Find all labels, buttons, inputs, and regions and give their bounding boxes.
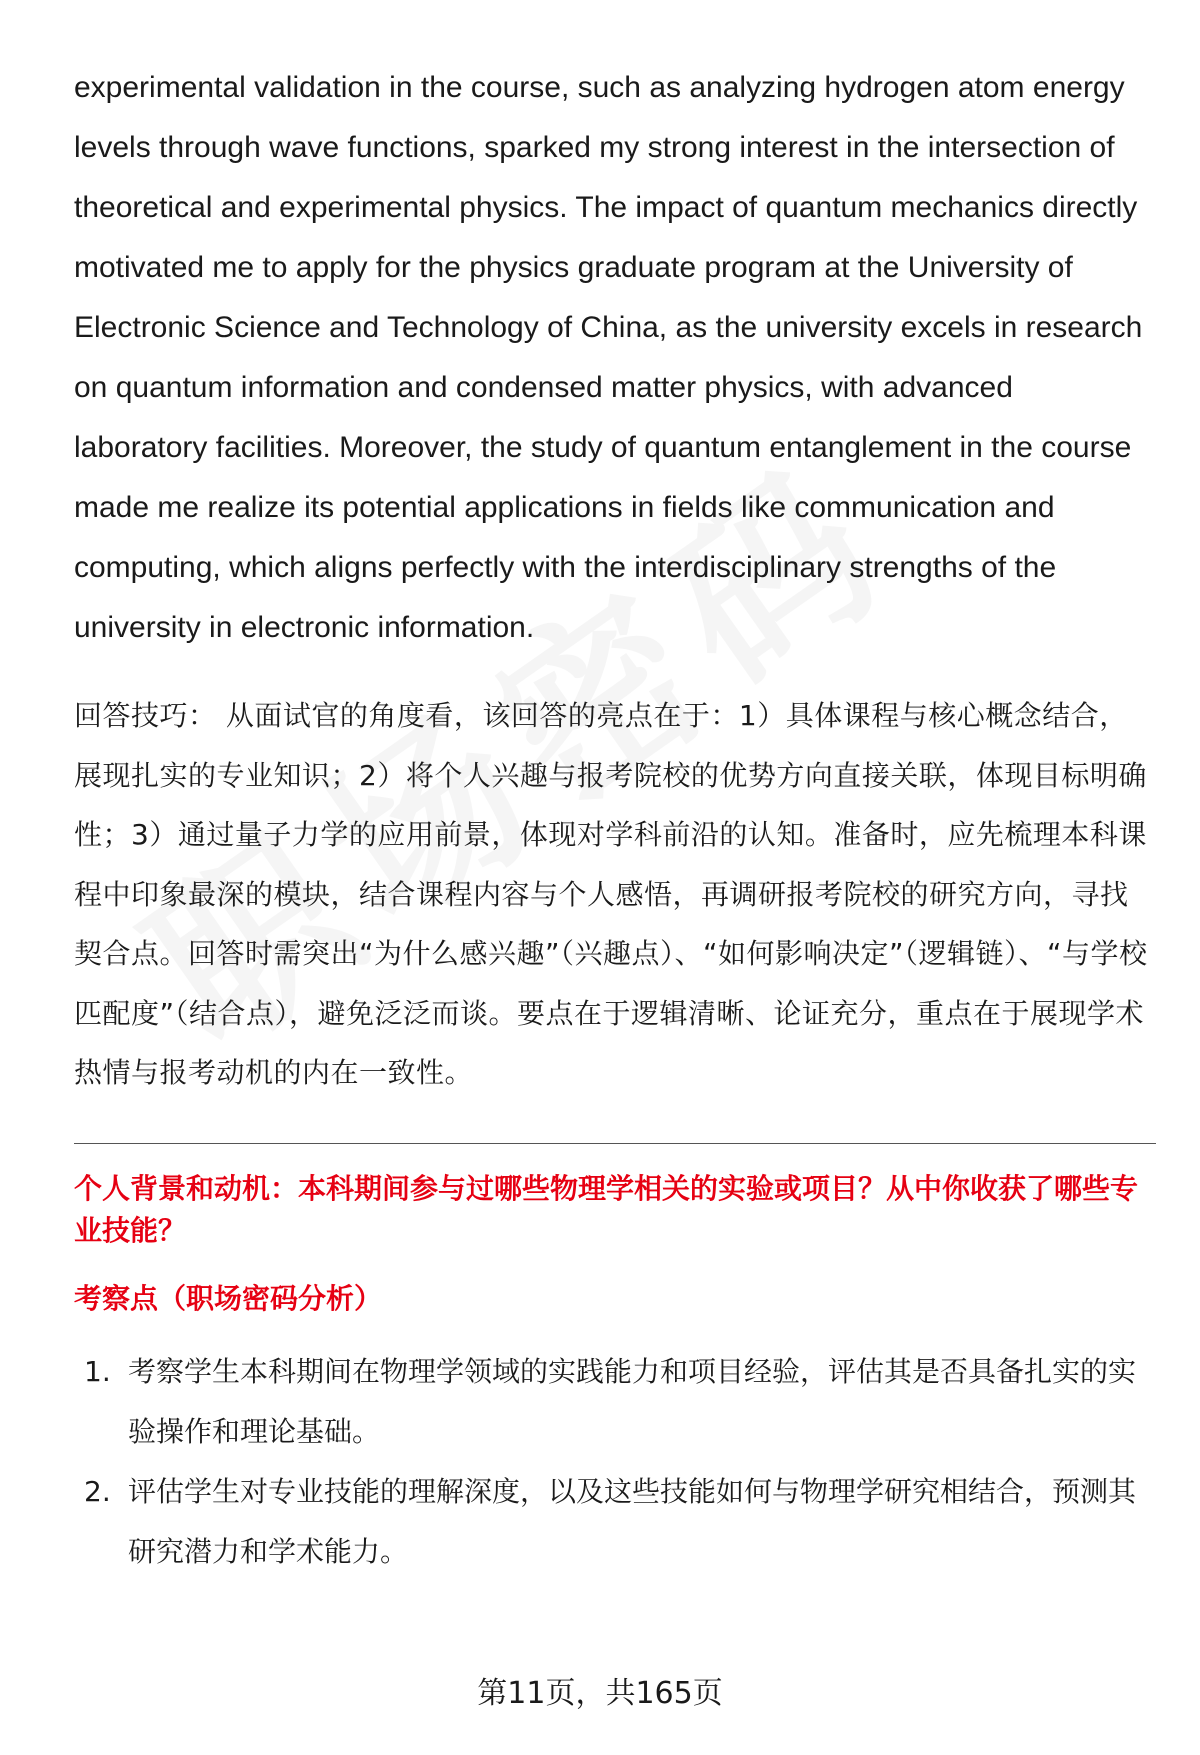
list-item-text: 考察学生本科期间在物理学领域的实践能力和项目经验，评估其是否具备扎实的实验操作和理论基础。: [128, 1354, 1137, 1448]
list-item: [74, 1342, 1154, 1462]
page-content: [74, 58, 1154, 1582]
assessment-point-list: [74, 1342, 1154, 1582]
section-divider: [74, 1143, 1156, 1144]
list-item-text: 评估学生对专业技能的理解深度，以及这些技能如何与物理学研究相结合，预测其研究潜力和学术能力。: [128, 1474, 1137, 1568]
assessment-heading: 考察点（职场密码分析）: [74, 1281, 383, 1315]
tips-text: 从面试官的角度看，该回答的亮点在于：1）具体课程与核心概念结合，展现扎实的专业知识；2）将个人兴趣与报考院校的优势方向直接关联，体现目标明确性；3）通过量子力学的应用前景，体现对学科前沿的认知。准备时，应先梳理本科课程中印象最深的模块，结合课程内容与个人感悟，再调研报考院校的研究方向，寻找契合点。回答时需突出“为什么感兴趣”（兴趣点）、“如何影响决定”（逻辑链）、“与学校匹配度”（结合点），避免泛泛而谈。要点在于逻辑清晰、论证充分，重点在于展现学术热情与报考动机的内在一致性。: [74, 699, 1148, 1089]
english-answer-paragraph: experimental validation in the course, such as analyzing hydrogen atom energy levels through wave functions, sparked my strong interest in the intersection of theoretical and experimental physics. The impact of quantum mechanics directly motivated me to apply for the physics graduate program at the University of Electronic Science and Technology of China, as the university excels in research on quantum information and condensed matter physics, with advanced laboratory facilities. Moreover, the study of quantum entanglement in the course made me realize its potential applications in fields like communication and computing, which aligns perfectly with the interdisciplinary strengths of the university in electronic information.: [74, 71, 1143, 644]
list-item-number: 2.: [84, 1474, 111, 1508]
page-number: 第11页，共165页: [477, 1676, 723, 1711]
question-heading: 个人背景和动机：本科期间参与过哪些物理学相关的实验或项目？从中你收获了哪些专业技能？: [74, 1171, 1139, 1247]
list-item: [74, 1462, 1154, 1582]
list-item-number: 1.: [84, 1354, 111, 1388]
tips-label: 回答技巧：: [74, 699, 217, 732]
answer-tips-paragraph: [74, 686, 1154, 1103]
